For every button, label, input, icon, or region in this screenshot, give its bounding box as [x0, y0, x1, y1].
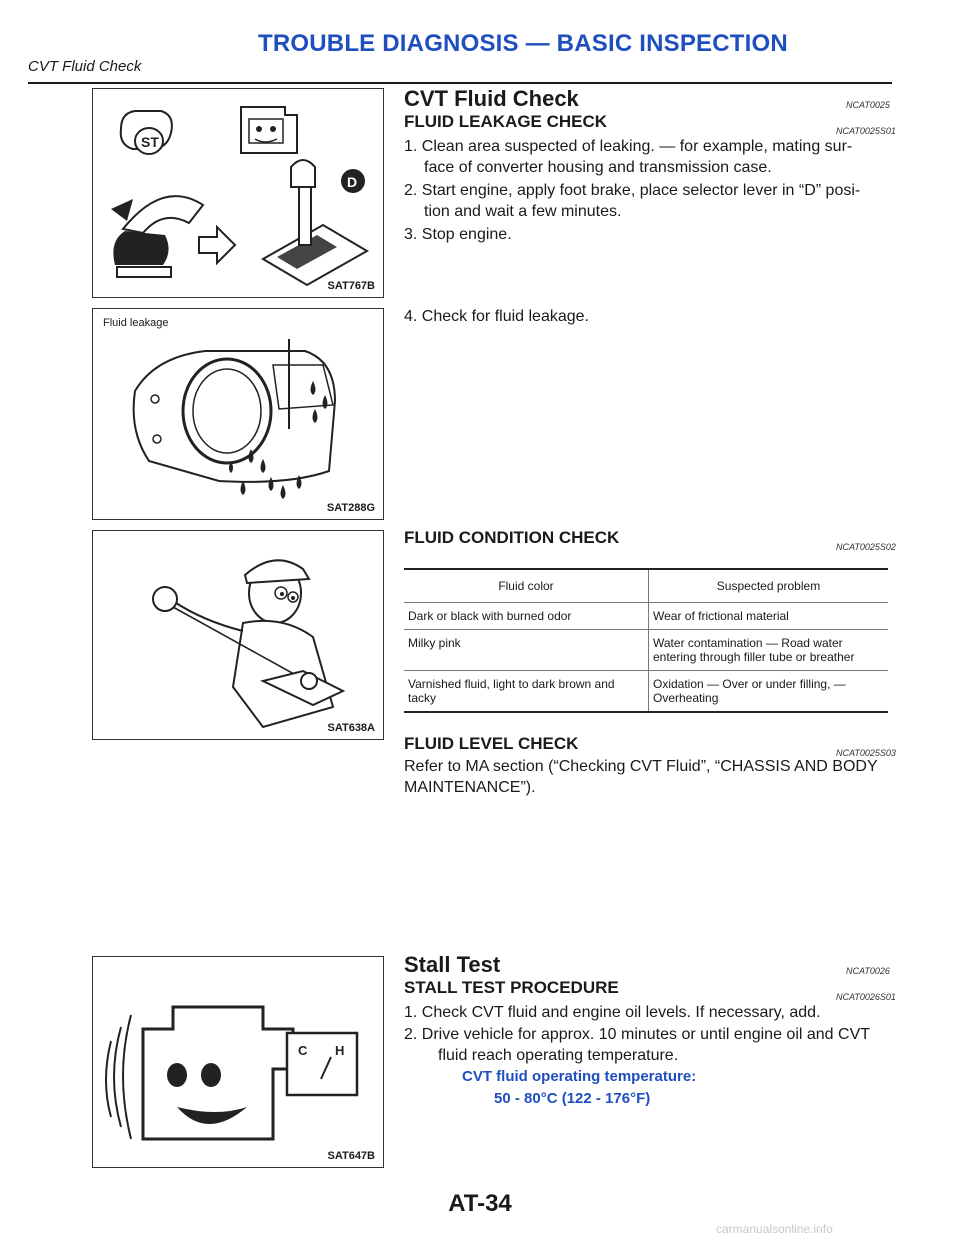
- subsection-code: NCAT0025S02: [836, 542, 896, 552]
- engine-temperature-illustration: [93, 957, 383, 1167]
- page-number: AT-34: [448, 1190, 512, 1217]
- subsection-code: NCAT0025S01: [836, 126, 896, 136]
- running-header-subtitle: CVT Fluid Check: [28, 58, 142, 75]
- svg-text:C: C: [298, 1043, 308, 1058]
- engine-start-illustration: [93, 89, 383, 297]
- subsection-title-fluid-leakage: FLUID LEAKAGE CHECK: [404, 112, 608, 131]
- operating-temperature-label: CVT fluid operating temperature:: [462, 1068, 697, 1085]
- figure-code: SAT638A: [327, 722, 375, 734]
- watermark: carmanualsonline.info: [716, 1222, 833, 1236]
- table-cell: Milky pink: [404, 630, 649, 671]
- subsection-code: NCAT0026S01: [836, 992, 896, 1002]
- table-header-cell: Fluid color: [404, 569, 649, 603]
- section-code: NCAT0026: [846, 966, 890, 976]
- section-title-cvt-fluid-check: CVT Fluid Check: [404, 86, 579, 111]
- section-code: NCAT0025: [846, 100, 890, 110]
- table-row: [404, 630, 888, 671]
- stall-step-2: 2. Drive vehicle for approx. 10 minutes or until engine oil and CVT fluid reach operating temperature.: [404, 1026, 871, 1064]
- operating-temperature-value: 50 - 80°C (122 - 176°F): [494, 1090, 651, 1107]
- running-header-title: TROUBLE DIAGNOSIS — BASIC INSPECTION: [258, 30, 788, 57]
- figure-code: SAT647B: [327, 1150, 375, 1162]
- transmission-leak-illustration: [93, 309, 383, 519]
- figure-code: SAT288G: [326, 502, 375, 514]
- subsection-title-fluid-condition: FLUID CONDITION CHECK: [404, 528, 620, 547]
- table-row: [404, 603, 888, 630]
- figure-sat638a: [92, 530, 384, 740]
- fluid-condition-table: [404, 568, 888, 713]
- figure-sat767b: [92, 88, 384, 298]
- stall-step-1: 1. Check CVT fluid and engine oil levels. If necessary, add.: [404, 1004, 821, 1021]
- leakage-step-2: 2. Start engine, apply foot brake, place selector lever in “D” posi- tion and wait a few minutes.: [404, 182, 861, 220]
- svg-text:ST: ST: [141, 134, 159, 150]
- figure-sat647b: [92, 956, 384, 1168]
- svg-text:H: H: [335, 1043, 345, 1058]
- figure-label: Fluid leakage: [103, 317, 169, 329]
- table-cell: Oxidation — Over or under filling, — Overheating: [649, 671, 889, 713]
- table-cell: Water contamination — Road water entering through filler tube or breather: [649, 630, 889, 671]
- subsection-title-fluid-level: FLUID LEVEL CHECK: [404, 734, 579, 753]
- svg-text:D: D: [347, 174, 358, 190]
- table-cell: Wear of frictional material: [649, 603, 889, 630]
- table-header-cell: Suspected problem: [649, 569, 889, 603]
- figure-code: SAT767B: [327, 280, 375, 292]
- figure-sat288g: [92, 308, 384, 520]
- leakage-step-3: 3. Stop engine.: [404, 226, 512, 243]
- leakage-step-1: 1. Clean area suspected of leaking. — for example, mating sur- face of converter housing and transmission case.: [404, 138, 853, 176]
- table-header-row: [404, 569, 888, 603]
- leakage-step-4: 4. Check for fluid leakage.: [404, 308, 589, 325]
- table-row: [404, 671, 888, 713]
- subsection-code: NCAT0025S03: [836, 748, 896, 758]
- section-title-stall-test: Stall Test: [404, 952, 501, 977]
- fluid-level-text: Refer to MA section (“Checking CVT Fluid”, “CHASSIS AND BODY MAINTENANCE”).: [404, 758, 878, 796]
- subsection-title-stall-procedure: STALL TEST PROCEDURE: [404, 978, 619, 997]
- table-cell: Dark or black with burned odor: [404, 603, 649, 630]
- dipstick-check-illustration: [93, 531, 383, 739]
- table-cell: Varnished fluid, light to dark brown and tacky: [404, 671, 649, 713]
- header-rule: [28, 82, 892, 84]
